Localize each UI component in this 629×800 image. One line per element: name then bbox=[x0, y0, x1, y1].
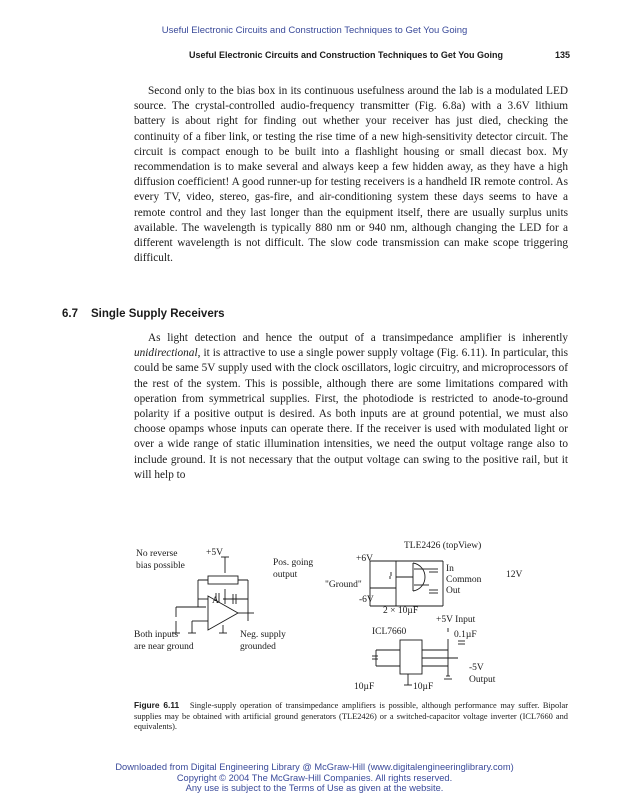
label-supply: +5V bbox=[206, 548, 223, 558]
caption-text: Single-supply operation of transimpedance amplifiers is possible, although performance may suffer. Bipolar supplies may be obtained with artificial ground generators (TLE2426) or a switched-capacitor voltage inverter (ICL7660 and equivalents). bbox=[134, 701, 569, 731]
footer-line-1[interactable]: Downloaded from Digital Engineering Library @ McGraw-Hill (www.digitalengineeringlibrary.com) bbox=[115, 762, 514, 772]
paragraph-2-rest: , it is attractive to use a single power supply voltage (Fig. 6.11). In particular, this could be same 5V supply used with the clock oscillators, logic circuitry, and microprocessors of the rest of the system. This is possible, although there are some limitations compared with operation from symmetrical supplies. First, the photodiode is restricted to anode-to-ground polarity if a positive output is desired. As both inputs are at ground potential, we must also choose opamps whose inputs can operate there. If the receiver is used with modulated light or over a wide range of static illumination intensities, we need the output voltage range also to include ground. It is not necessary that the output voltage can swing to the positive rail, but it will help to bbox=[134, 347, 568, 481]
label-icl: ICL7660 bbox=[372, 627, 407, 637]
figure-6-11-circuit bbox=[128, 533, 538, 693]
top-banner: Useful Electronic Circuits and Construction Techniques to Get You Going bbox=[161, 25, 468, 36]
label-chip-title: TLE2426 (topView) bbox=[404, 541, 482, 551]
running-head-title: Useful Electronic Circuits and Construction Techniques to Get You Going bbox=[189, 50, 504, 60]
label-pin-in: In bbox=[446, 564, 454, 574]
label-cap-a: 10µF bbox=[354, 682, 375, 692]
page-number: 135 bbox=[554, 50, 570, 60]
section-heading bbox=[62, 308, 225, 320]
label-both-inputs-2: are near ground bbox=[134, 642, 194, 652]
figure-caption bbox=[134, 700, 568, 733]
label-no-reverse-1: No reverse bbox=[136, 549, 178, 559]
running-head bbox=[189, 50, 570, 60]
footer bbox=[0, 762, 629, 794]
paragraph-2 bbox=[134, 331, 568, 483]
label-input: +5V Input bbox=[436, 615, 476, 625]
paragraph-1: Second only to the bias box in its continuous usefulness around the lab is a modulated LED source. The crystal-controlled audio-frequency transmitter (Fig. 6.8a) with a 3.6V lithium battery is about right for finding out whether your receiver has just died, checking the continuity of a fiber link, or testing the rise time of a new high-sensitivity detector circuit. The circuit is compact enough to be built into a flashlight housing or small diecast box. My recommendation is to make several and always keep a few hidden away, as they have a high diffusion coefficient! A good runner-up for testing receivers is a handheld IR remote control. As every TV, video, stereo, gas-fire, and air-conditioning system these days seems to have a remote control and they last longer than the equipment itself, there are usually surplus units available. The wavelength is typically 880 nm or 940 nm, although changing the LED for a different wavelength is not difficult. The slow code transmission can make scope triggering difficult. bbox=[134, 85, 568, 265]
footer-line-2: Copyright © 2004 The McGraw-Hill Companies. All rights reserved. bbox=[176, 772, 453, 783]
label-ground: "Ground" bbox=[325, 580, 362, 590]
label-cap-b: 10µF bbox=[413, 682, 434, 692]
section-number: 6.7 bbox=[62, 308, 78, 320]
label-12v: 12V bbox=[506, 570, 523, 580]
footer-line-3: Any use is subject to the Terms of Use as given at the website. bbox=[185, 783, 444, 794]
label-neg-supply-1: Neg. supply bbox=[240, 630, 286, 640]
caption-label: Figure 6.11 bbox=[134, 700, 180, 710]
label-plus6: +6V bbox=[356, 554, 373, 564]
label-no-reverse-2: bias possible bbox=[136, 561, 185, 571]
label-minus6: -6V bbox=[359, 595, 374, 605]
paragraph-2-start: As light detection and hence the output of a transimpedance amplifier is inherently bbox=[148, 332, 568, 344]
label-pin-common: Common bbox=[446, 575, 482, 585]
label-pos-going-2: output bbox=[273, 570, 298, 580]
label-neg-supply-2: grounded bbox=[240, 642, 276, 652]
section-title: Single Supply Receivers bbox=[91, 308, 225, 320]
label-both-inputs-1: Both inputs bbox=[134, 630, 179, 640]
paragraph-2-emphasis: unidirectional bbox=[134, 347, 198, 360]
label-amp: A bbox=[212, 596, 219, 606]
label-pin-out: Out bbox=[446, 586, 461, 596]
label-pos-going-1: Pos. going bbox=[273, 558, 314, 568]
label-caps: 2 × 10µF bbox=[383, 606, 419, 616]
label-output-1: -5V bbox=[469, 663, 484, 673]
label-cap01: 0.1µF bbox=[454, 630, 477, 640]
label-output-2: Output bbox=[469, 675, 496, 685]
